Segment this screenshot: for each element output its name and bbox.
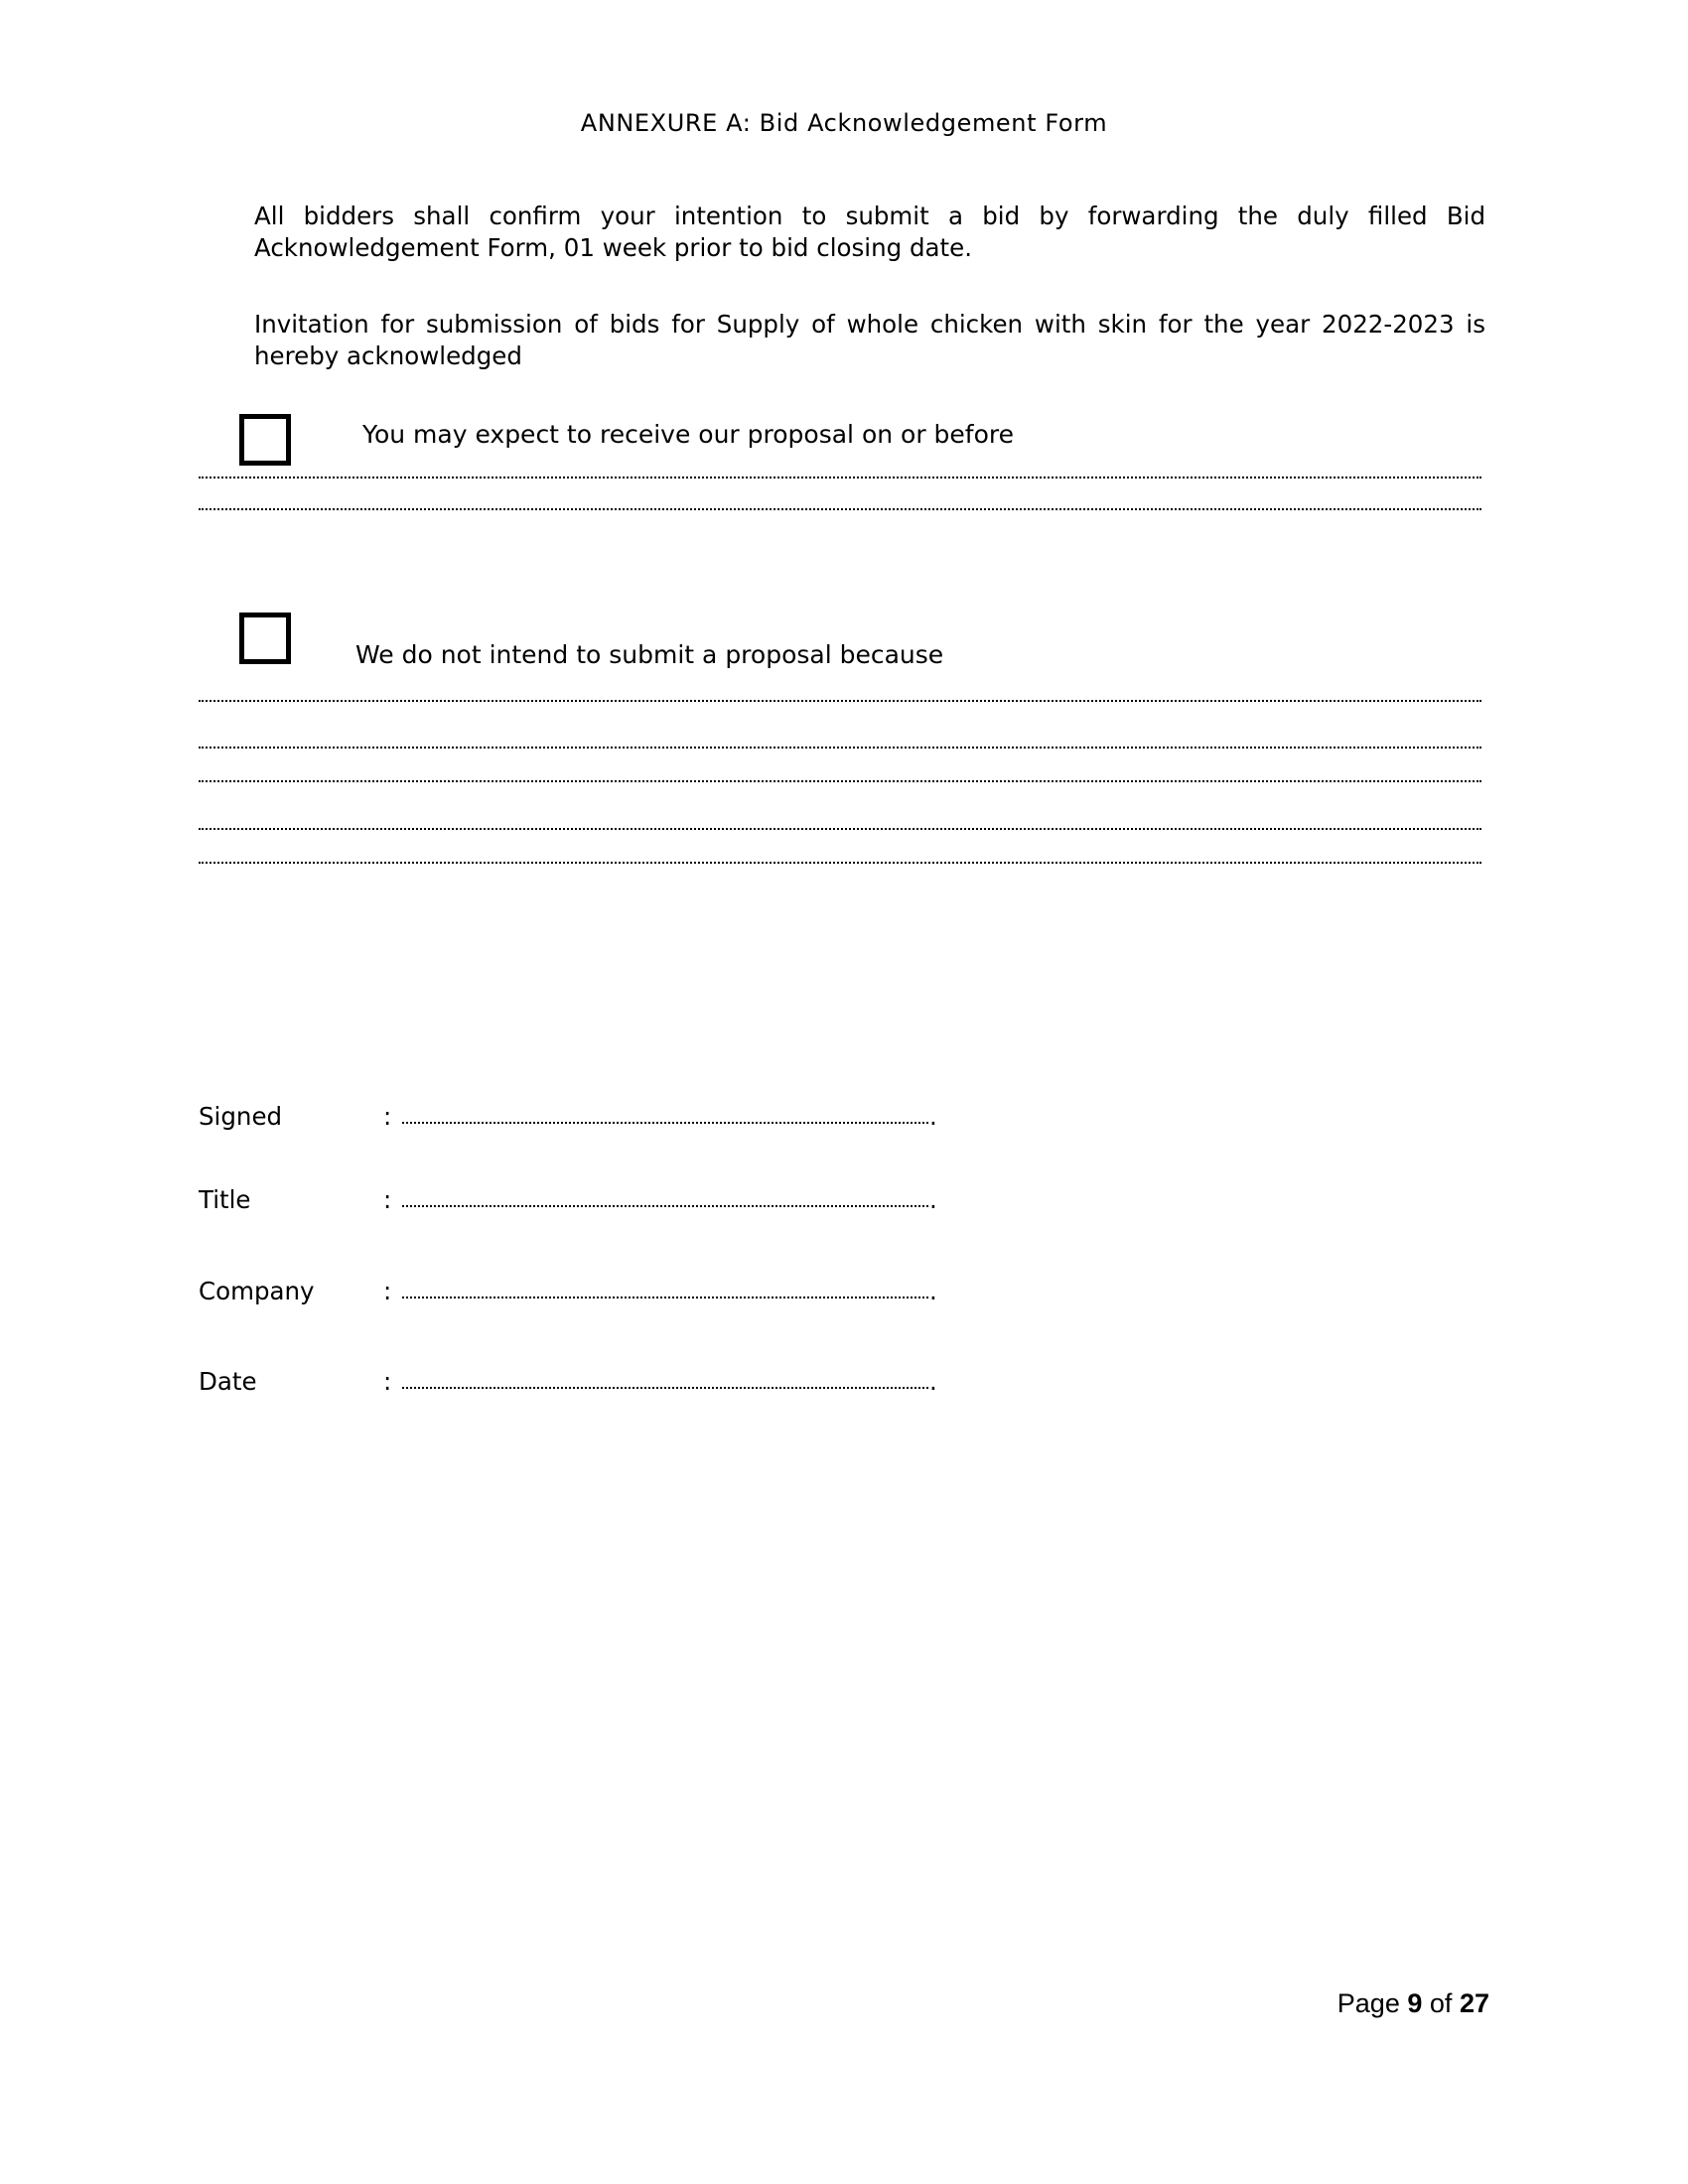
proposal-expected-checkbox[interactable] <box>239 414 291 466</box>
page-current: 9 <box>1407 1988 1423 2018</box>
title-label: Title <box>199 1185 251 1214</box>
proposal-date-line[interactable] <box>199 477 1481 478</box>
date-separator: : <box>383 1367 392 1396</box>
no-proposal-reason-line[interactable] <box>199 828 1481 830</box>
proposal-date-line[interactable] <box>199 508 1481 510</box>
no-proposal-reason-line[interactable] <box>199 862 1481 864</box>
page-prefix: Page <box>1336 1988 1400 2018</box>
page-number <box>1337 1986 1489 2020</box>
title-field[interactable] <box>402 1205 928 1207</box>
company-terminator: . <box>929 1277 937 1305</box>
signature-row-date <box>199 1365 953 1399</box>
company-label: Company <box>199 1277 315 1305</box>
date-terminator: . <box>929 1367 937 1396</box>
invitation-paragraph: Invitation for submission of bids for Supply of whole chicken with skin for the year 2022-2023 is hereby acknowledged <box>254 310 1485 370</box>
company-field[interactable] <box>402 1297 928 1298</box>
signed-separator: : <box>383 1102 392 1131</box>
no-proposal-reason-line[interactable] <box>199 780 1481 782</box>
title-terminator: . <box>929 1185 937 1214</box>
signature-row-company <box>199 1275 953 1308</box>
date-field[interactable] <box>402 1387 928 1389</box>
page-title: ANNEXURE A: Bid Acknowledgement Form <box>580 109 1108 137</box>
signed-label: Signed <box>199 1102 283 1131</box>
no-proposal-checkbox[interactable] <box>239 613 291 664</box>
page-of: of <box>1429 1988 1453 2018</box>
proposal-expected-label: You may expect to receive our proposal on or before <box>362 420 1015 449</box>
title-separator: : <box>383 1185 392 1214</box>
intro-paragraph: All bidders shall confirm your intention to submit a bid by forwarding the duly filled Bid Acknowledgement Form, 01 week prior to bid closing date. <box>254 202 1485 262</box>
no-proposal-reason-line[interactable] <box>199 747 1481 749</box>
page-total: 27 <box>1459 1988 1489 2018</box>
no-proposal-label: We do not intend to submit a proposal because <box>355 640 944 669</box>
signed-terminator: . <box>929 1102 937 1131</box>
date-label: Date <box>199 1367 257 1396</box>
signed-field[interactable] <box>402 1122 928 1124</box>
no-proposal-reason-line[interactable] <box>199 700 1481 702</box>
company-separator: : <box>383 1277 392 1305</box>
signature-row-title <box>199 1183 953 1217</box>
signature-row-signed <box>199 1100 953 1134</box>
